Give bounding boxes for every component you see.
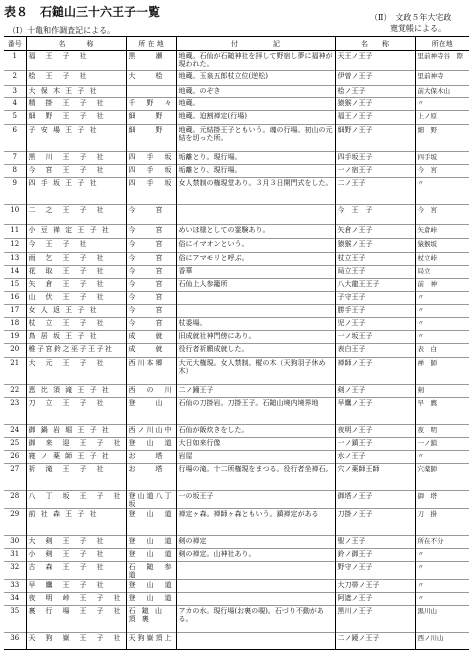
cell-name: 福 王 子 社 xyxy=(26,51,126,71)
cell-name: 杖 立 王 子 社 xyxy=(26,318,126,331)
cell-addr: 今 宮 xyxy=(126,205,176,225)
cell-addr: 登 山 道 xyxy=(126,536,176,549)
cell-addr: 今 宮 xyxy=(126,318,176,331)
table-body xyxy=(4,51,469,650)
cell-rname: 阿遮ノ王子 xyxy=(335,593,415,606)
cell-addr: 四 手 坂 xyxy=(126,165,176,178)
cell-rname: 桧ノ王子 xyxy=(335,86,415,98)
cell-addr: 登山道八丁坂 xyxy=(126,491,176,509)
cell-no: 3 xyxy=(4,86,26,98)
cell-addr: 四 手 坂 xyxy=(126,178,176,205)
table-row xyxy=(4,279,469,292)
cell-note: 地蔵。 xyxy=(176,98,335,111)
cell-note xyxy=(176,593,335,606)
header-name: 名 称 xyxy=(26,37,126,51)
cell-no: 31 xyxy=(4,549,26,562)
cell-name: 鳥 居 坂 王 子 社 xyxy=(26,331,126,344)
cell-name: 細 野 王 子 社 xyxy=(26,111,126,125)
left-source-note: （Ⅰ）十亀和作調査記による。 xyxy=(8,26,116,35)
cell-note: 女人禁制の権現堂あり。３月３日開門式をした。 xyxy=(176,178,335,205)
cell-note: 一の坂王子 xyxy=(176,491,335,509)
cell-raddr: 里前神寺 xyxy=(415,71,469,86)
cell-rname: 福王ノ王子 xyxy=(335,111,415,125)
cell-raddr: 〃 xyxy=(415,593,469,606)
cell-no: 28 xyxy=(4,491,26,509)
cell-note: 旧成就社神門傍にあり。 xyxy=(176,331,335,344)
cell-note: 俗にイマオンという。 xyxy=(176,239,335,253)
cell-note: 地蔵。玉泉五郎杖立位(逆松) xyxy=(176,71,335,86)
cell-raddr: 〃 xyxy=(415,549,469,562)
cell-no: 30 xyxy=(4,536,26,549)
cell-raddr: 剣 xyxy=(415,385,469,398)
cell-rname: 穴ノ薬師王師 xyxy=(335,464,415,491)
cell-note: 俗にアマモリと呼ぶ。 xyxy=(176,253,335,266)
cell-name: 古 森 王 子 社 xyxy=(26,562,126,580)
cell-addr: 登 山 xyxy=(126,398,176,425)
cell-no: 27 xyxy=(4,464,26,491)
cell-note xyxy=(176,205,335,225)
cell-note: 大日如来行像 xyxy=(176,438,335,451)
table-row xyxy=(4,385,469,398)
cell-no: 24 xyxy=(4,425,26,438)
cell-name: 大 元 王 子 社 xyxy=(26,358,126,385)
cell-name: 早 鷹 王 子 社 xyxy=(26,580,126,593)
cell-rname: 夜明ノ王子 xyxy=(335,425,415,438)
right-source-line1: （Ⅱ） 文政５年大宅政 xyxy=(370,13,452,22)
cell-note xyxy=(176,305,335,318)
cell-name: 大 剣 王 子 社 xyxy=(26,536,126,549)
cell-rname: 鈴ノ御王子 xyxy=(335,549,415,562)
table-row xyxy=(4,491,469,509)
cell-note: 石仙の刀掛岩。刀掛王子。石鎚山境内境界地 xyxy=(176,398,335,425)
cell-rname: 二ノ鏡ノ王子 xyxy=(335,633,415,650)
cell-no: 15 xyxy=(4,279,26,292)
cell-note: 剣の禅定。山神社あり。 xyxy=(176,549,335,562)
cell-no: 22 xyxy=(4,385,26,398)
table-row xyxy=(4,633,469,650)
cell-addr: 登 山 道 xyxy=(126,549,176,562)
cell-note: 垢離とり、現行場。 xyxy=(176,165,335,178)
cell-raddr: 早 鷹 xyxy=(415,398,469,425)
cell-rname: 天王ノ王子 xyxy=(335,51,415,71)
cell-name: 裏 行 場 王 子 社 xyxy=(26,606,126,633)
cell-note: 杖委場。 xyxy=(176,318,335,331)
cell-name: 桧 王 子 社 xyxy=(26,71,126,86)
cell-addr: 今 宮 xyxy=(126,292,176,305)
table-row xyxy=(4,98,469,111)
cell-name: 小 豆 禅 定 王 子 社 xyxy=(26,225,126,239)
cell-note: 剣の禅定 xyxy=(176,536,335,549)
cell-raddr: 西ノ川山 xyxy=(415,633,469,650)
cell-rname: 一ノ坂王子 xyxy=(335,331,415,344)
page-title: 表８ 石鎚山三十六王子一覧 xyxy=(4,5,161,19)
cell-note: 禅定ヶ森。禅師ヶ森ともいう。鎮禅定がある xyxy=(176,509,335,536)
cell-name: 夜 明 峠 王 子 社 xyxy=(26,593,126,606)
cell-raddr: 〃 xyxy=(415,580,469,593)
cell-raddr: 刀 掛 xyxy=(415,509,469,536)
cell-name: 御 来 迎 王 子 社 xyxy=(26,438,126,451)
cell-no: 8 xyxy=(4,165,26,178)
table-row xyxy=(4,438,469,451)
cell-addr: 登 山 道 xyxy=(126,509,176,536)
cell-note: 大元大権現。女人禁制。樅の木（天狗羽子休め木） xyxy=(176,358,335,385)
cell-note: 香華 xyxy=(176,266,335,279)
cell-rname: 剣ノ王子 xyxy=(335,385,415,398)
cell-addr: 今 宮 xyxy=(126,279,176,292)
cell-name: 前 社 森 王 子 社 xyxy=(26,509,126,536)
cell-name: 稚子宮鈴之巫子王子社 xyxy=(26,344,126,358)
cell-name: 祈 滝 王 子 社 xyxy=(26,464,126,491)
cell-name: 二 之 王 子 社 xyxy=(26,205,126,225)
cell-raddr: 夜 明 xyxy=(415,425,469,438)
cell-addr: 登 山 道 xyxy=(126,438,176,451)
cell-addr: 西川本郷 xyxy=(126,358,176,385)
cell-rname: 表白王子 xyxy=(335,344,415,358)
cell-addr: 今 宮 xyxy=(126,266,176,279)
cell-raddr: 〃 xyxy=(415,331,469,344)
table-row xyxy=(4,318,469,331)
cell-note: 石仙上人参籠所 xyxy=(176,279,335,292)
table-row xyxy=(4,253,469,266)
cell-name: 天 狗 嶽 王 子 社 xyxy=(26,633,126,650)
table-row xyxy=(4,331,469,344)
header-row xyxy=(4,37,469,51)
cell-addr: お 塔 xyxy=(126,464,176,491)
cell-name: 黒 川 王 子 社 xyxy=(26,152,126,165)
cell-no: 19 xyxy=(4,331,26,344)
cell-raddr: 矢倉峠 xyxy=(415,225,469,239)
cell-no: 20 xyxy=(4,344,26,358)
cell-rname: 猿猴ノ王子 xyxy=(335,98,415,111)
cell-rname: 一ノ鎮王子 xyxy=(335,438,415,451)
right-source-line2: 寛覚帳による。 xyxy=(390,24,446,33)
table-row xyxy=(4,562,469,580)
header-name-2: 名 称 xyxy=(335,37,415,51)
cell-note: 岩屋 xyxy=(176,451,335,464)
cell-note: 垢離とり。現行場。 xyxy=(176,152,335,165)
table-row xyxy=(4,292,469,305)
cell-no: 12 xyxy=(4,239,26,253)
table-row xyxy=(4,398,469,425)
cell-raddr: 局立 xyxy=(415,266,469,279)
table-row xyxy=(4,536,469,549)
cell-name: 花 取 王 子 社 xyxy=(26,266,126,279)
table-row xyxy=(4,606,469,633)
cell-name: 恵 比 須 滝 王 子 社 xyxy=(26,385,126,398)
cell-no: 16 xyxy=(4,292,26,305)
cell-addr: 今 宮 xyxy=(126,305,176,318)
cell-name: 今 宮 王 子 社 xyxy=(26,165,126,178)
cell-no: 23 xyxy=(4,398,26,425)
cell-rname: 矢倉ノ王子 xyxy=(335,225,415,239)
cell-note xyxy=(176,562,335,580)
oji-table xyxy=(4,36,469,650)
table-row xyxy=(4,205,469,225)
cell-note: 二ノ鐘王子 xyxy=(176,385,335,398)
cell-name: 山 伏 王 子 社 xyxy=(26,292,126,305)
cell-rname: 勝手王子 xyxy=(335,305,415,318)
cell-addr: 西ノ川山中 xyxy=(126,425,176,438)
table-row xyxy=(4,305,469,318)
table-row xyxy=(4,344,469,358)
table-row xyxy=(4,178,469,205)
cell-raddr: 四手坂 xyxy=(415,152,469,165)
cell-no: 13 xyxy=(4,253,26,266)
cell-raddr: 〃 xyxy=(415,305,469,318)
cell-rname: 御塔ノ王子 xyxy=(335,491,415,509)
cell-note xyxy=(176,292,335,305)
table-row xyxy=(4,266,469,279)
cell-raddr: 今 宮 xyxy=(415,165,469,178)
cell-raddr: 〃 xyxy=(415,98,469,111)
cell-addr: 成 就 xyxy=(126,331,176,344)
cell-addr: 黒 瀬 xyxy=(126,51,176,71)
table-row xyxy=(4,451,469,464)
cell-raddr: 猿猴坂 xyxy=(415,239,469,253)
cell-raddr: 上ノ原 xyxy=(415,111,469,125)
cell-addr: 今 宮 xyxy=(126,253,176,266)
cell-addr xyxy=(126,86,176,98)
cell-raddr: 〃 xyxy=(415,562,469,580)
cell-name: 八 丁 坂 王 子 社 xyxy=(26,491,126,509)
cell-no: 21 xyxy=(4,358,26,385)
table-row xyxy=(4,125,469,152)
cell-no: 6 xyxy=(4,125,26,152)
cell-no: 7 xyxy=(4,152,26,165)
cell-no: 5 xyxy=(4,111,26,125)
cell-addr: 天狗嶽頂上 xyxy=(126,633,176,650)
cell-name: 四 手 坂 王 子 社 xyxy=(26,178,126,205)
cell-name: 寝 ノ 薬 師 王 子 社 xyxy=(26,451,126,464)
header-location: 所 在 地 xyxy=(126,37,176,51)
cell-no: 32 xyxy=(4,562,26,580)
cell-note: 地蔵。迫割禅定(行場) xyxy=(176,111,335,125)
table-row xyxy=(4,549,469,562)
cell-rname: 早鷹ノ王子 xyxy=(335,398,415,425)
table-row xyxy=(4,580,469,593)
table-row xyxy=(4,51,469,71)
cell-no: 29 xyxy=(4,509,26,536)
cell-raddr: 所在不分 xyxy=(415,536,469,549)
cell-no: 4 xyxy=(4,98,26,111)
cell-note xyxy=(176,633,335,650)
cell-raddr: 〃 xyxy=(415,292,469,305)
cell-rname: 大刀帯ノ王子 xyxy=(335,580,415,593)
table-row xyxy=(4,425,469,438)
cell-addr: 石 鎚 山 頂 裏 xyxy=(126,606,176,633)
cell-rname: 伊曽ノ王子 xyxy=(335,71,415,86)
cell-raddr: 杖立峠 xyxy=(415,253,469,266)
cell-rname: 水ノ王子 xyxy=(335,451,415,464)
table-row xyxy=(4,239,469,253)
cell-raddr: 御 塔 xyxy=(415,491,469,509)
table-row xyxy=(4,464,469,491)
cell-rname: 子守王子 xyxy=(335,292,415,305)
cell-name: 刀 立 王 子 社 xyxy=(26,398,126,425)
cell-note: 地蔵。のぞき xyxy=(176,86,335,98)
cell-name: 雨 乞 王 子 社 xyxy=(26,253,126,266)
table-row xyxy=(4,111,469,125)
cell-raddr: 里前神寺谷 際 xyxy=(415,51,469,71)
table-row xyxy=(4,152,469,165)
cell-addr: 成 就 xyxy=(126,344,176,358)
header-notes: 付 記 xyxy=(176,37,335,51)
cell-no: 34 xyxy=(4,593,26,606)
cell-rname: 二ノ王子 xyxy=(335,178,415,205)
cell-no: 14 xyxy=(4,266,26,279)
cell-note xyxy=(176,580,335,593)
header-location-2: 所在地 xyxy=(415,37,469,51)
cell-name: 今 王 子 社 xyxy=(26,239,126,253)
cell-note: 役行者祈願成就した。 xyxy=(176,344,335,358)
cell-note: めいほ様としての霊験あり。 xyxy=(176,225,335,239)
cell-no: 35 xyxy=(4,606,26,633)
cell-no: 18 xyxy=(4,318,26,331)
cell-name: 矢 倉 王 子 社 xyxy=(26,279,126,292)
cell-rname: 聖ノ王子 xyxy=(335,536,415,549)
cell-rname: 細野ノ王子 xyxy=(335,125,415,152)
cell-addr: 登 山 道 xyxy=(126,580,176,593)
cell-raddr: 〃 xyxy=(415,178,469,205)
cell-addr: 細 野 xyxy=(126,111,176,125)
cell-no: 36 xyxy=(4,633,26,650)
cell-note: 地蔵。石仙が石鎚神社を拝して野宿し夢に福神が現われた。 xyxy=(176,51,335,71)
table-row xyxy=(4,165,469,178)
cell-raddr: 穴薬師 xyxy=(415,464,469,491)
table-row xyxy=(4,509,469,536)
table-row xyxy=(4,86,469,98)
cell-raddr: 今 宮 xyxy=(415,205,469,225)
cell-addr: 今 宮 xyxy=(126,225,176,239)
cell-addr: 石 鎚 参 道 xyxy=(126,562,176,580)
cell-rname: 児ノ王子 xyxy=(335,318,415,331)
right-source-note xyxy=(370,12,451,34)
table-row xyxy=(4,71,469,86)
cell-rname: 今 王 子 xyxy=(335,205,415,225)
cell-raddr: 前 神 xyxy=(415,279,469,292)
cell-note: 行場の滝。十二所権現をまつる。役行者坐禅石。 xyxy=(176,464,335,491)
cell-no: 17 xyxy=(4,305,26,318)
cell-raddr: 〃 xyxy=(415,451,469,464)
cell-raddr: 〃 xyxy=(415,318,469,331)
cell-rname: 杖立王子 xyxy=(335,253,415,266)
cell-rname: 刀掛ノ王子 xyxy=(335,509,415,536)
table-row xyxy=(4,593,469,606)
cell-no: 2 xyxy=(4,71,26,86)
cell-raddr: 一ノ鎖 xyxy=(415,438,469,451)
table-row xyxy=(4,225,469,239)
cell-rname: 野守ノ王子 xyxy=(335,562,415,580)
cell-rname: 一ノ宿王子 xyxy=(335,165,415,178)
cell-no: 26 xyxy=(4,451,26,464)
cell-no: 10 xyxy=(4,205,26,225)
cell-no: 11 xyxy=(4,225,26,239)
cell-addr: 四 手 坂 xyxy=(126,152,176,165)
cell-no: 25 xyxy=(4,438,26,451)
cell-note: アカの水。現行場(お裏の覗)。石づり不動がある。 xyxy=(176,606,335,633)
cell-rname: 禅師ノ王子 xyxy=(335,358,415,385)
cell-rname: 八大龍王王子 xyxy=(335,279,415,292)
cell-note: 地蔵。元結掛王子ともいう。魂の行場。初山の元結を切った所。 xyxy=(176,125,335,152)
cell-addr: 大 桧 xyxy=(126,71,176,86)
cell-no: 1 xyxy=(4,51,26,71)
cell-addr: 今 宮 xyxy=(126,239,176,253)
cell-raddr: 黒川山 xyxy=(415,606,469,633)
cell-rname: 局立王子 xyxy=(335,266,415,279)
cell-addr: 細 野 xyxy=(126,125,176,152)
cell-addr: お 塔 xyxy=(126,451,176,464)
header-number: 番号 xyxy=(4,37,26,51)
cell-name: 子 安 場 王 子 社 xyxy=(26,125,126,152)
cell-name: 精 掛 王 子 社 xyxy=(26,98,126,111)
cell-name: 御 鍋 岩 堀 王 子 社 xyxy=(26,425,126,438)
cell-name: 小 剣 王 子 社 xyxy=(26,549,126,562)
cell-name: 女 人 返 王 子 社 xyxy=(26,305,126,318)
cell-raddr: 前大保木山 xyxy=(415,86,469,98)
cell-raddr: 細 野 xyxy=(415,125,469,152)
cell-addr: 登 山 道 xyxy=(126,593,176,606)
cell-raddr: 表 白 xyxy=(415,344,469,358)
cell-rname: 四手坂王子 xyxy=(335,152,415,165)
table-row xyxy=(4,358,469,385)
cell-rname: 猿猴ノ王子 xyxy=(335,239,415,253)
cell-note: 石仙が飯炊きをした。 xyxy=(176,425,335,438)
cell-rname: 黒川ノ王子 xyxy=(335,606,415,633)
cell-addr: 西 の 川 xyxy=(126,385,176,398)
cell-no: 33 xyxy=(4,580,26,593)
cell-addr: 千 野 々 xyxy=(126,98,176,111)
cell-no: 9 xyxy=(4,178,26,205)
cell-name: 大 保 木 王 子 社 xyxy=(26,86,126,98)
cell-raddr: 禅 師 xyxy=(415,358,469,385)
